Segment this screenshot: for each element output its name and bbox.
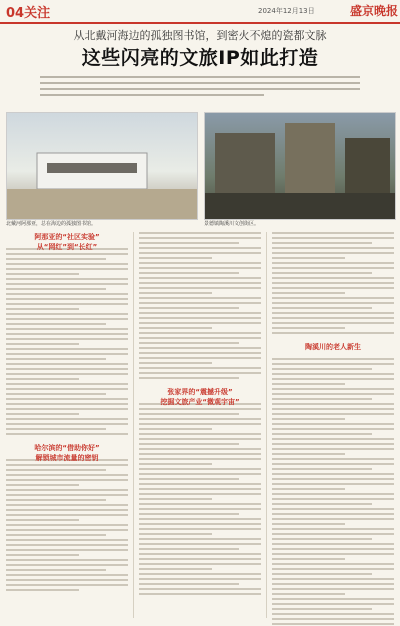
photo-caption-right: 景德镇陶溪川文创街区。 <box>204 221 260 227</box>
lead-text-line <box>40 94 264 96</box>
section-subhead: 哈尔滨的“借助你好” 解锁城市流量的密钥 <box>34 444 100 462</box>
lead-text-line <box>40 82 360 84</box>
issue-date: 2024年12月13日 <box>258 7 315 15</box>
article-column-2 <box>139 232 261 618</box>
lead-text-line <box>40 88 360 90</box>
lead-text-line <box>40 76 360 78</box>
street-scene-illustration <box>205 113 395 219</box>
article-headline: 这些闪亮的文旅IP如此打造 <box>81 47 319 69</box>
photo-library-seaside <box>6 112 198 220</box>
section-number: 04关注 <box>6 6 51 21</box>
section-subhead: 陶溪川的老人新生 <box>305 343 361 351</box>
masthead <box>0 0 400 24</box>
article-column-3 <box>272 232 394 618</box>
newspaper-logo: 盛京晚报 <box>350 4 399 18</box>
column-divider <box>266 232 267 618</box>
column-divider <box>133 232 134 618</box>
photo-taoxichuan-street <box>204 112 396 220</box>
article-lead <box>40 72 360 106</box>
photo-caption-left: 北戴河阿那亚，总在海边的孤独图书馆。 <box>6 221 97 227</box>
article-column-1 <box>6 232 128 618</box>
library-building-illustration <box>7 113 197 219</box>
section-subhead: 张家界的“震撼升级” 挖掘文旅产业“微观宇宙” <box>160 388 240 406</box>
section-subhead: 阿那亚的“社区实验” 从“网红”到“长红” <box>34 233 100 251</box>
article-kicker: 从北戴河海边的孤独图书馆，到密火不熄的瓷都文脉 <box>73 29 327 42</box>
